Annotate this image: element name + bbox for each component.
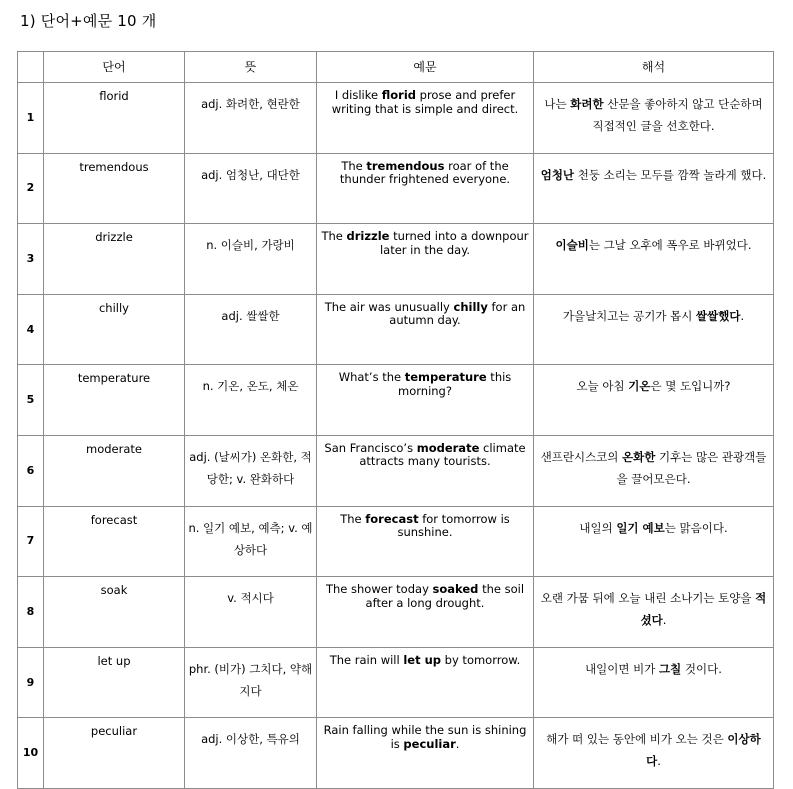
translation-keyword: 적셨다 (640, 591, 767, 628)
translation-cell: 내일의 일기 예보는 맑음이다. (534, 506, 774, 577)
meaning-cell: n. 이슬비, 가랑비 (185, 224, 317, 295)
example-keyword: chilly (453, 299, 488, 314)
word-cell: tremendous (44, 153, 185, 224)
translation-cell: 샌프란시스코의 온화한 기후는 많은 관광객들을 끌어모은다. (534, 435, 774, 506)
translation-cell: 엄청난 천둥 소리는 모두를 깜짝 놀라게 했다. (534, 153, 774, 224)
meaning-cell: adj. 엄청난, 대단한 (185, 153, 317, 224)
meaning-cell: adj. 쌀쌀한 (185, 294, 317, 365)
translation-cell: 오늘 아침 기온은 몇 도입니까? (534, 365, 774, 436)
example-cell: What’s the temperature this morning? (317, 365, 534, 436)
table-body (18, 83, 774, 789)
row-number: 5 (18, 365, 44, 436)
header-num (18, 52, 44, 83)
translation-keyword: 쌀쌀했다 (696, 308, 741, 323)
word-cell: florid (44, 83, 185, 154)
translation-cell: 해가 떠 있는 동안에 비가 오는 것은 이상하다. (534, 718, 774, 789)
translation-cell: 내일이면 비가 그칠 것이다. (534, 647, 774, 718)
table-row (18, 718, 774, 789)
table-row (18, 647, 774, 718)
row-number: 3 (18, 224, 44, 295)
translation-cell: 나는 화려한 산문을 좋아하지 않고 단순하며 직접적인 글을 선호한다. (534, 83, 774, 154)
table-row (18, 435, 774, 506)
row-number: 6 (18, 435, 44, 506)
example-keyword: forecast (365, 511, 419, 526)
table-row (18, 83, 774, 154)
example-cell: The drizzle turned into a downpour later in the day. (317, 224, 534, 295)
page-title: 1) 단어+예문 10 개 (20, 12, 157, 30)
example-keyword: peculiar (403, 736, 456, 751)
header-meaning: 뜻 (185, 52, 317, 83)
table-row (18, 294, 774, 365)
meaning-cell: adj. 이상한, 특유의 (185, 718, 317, 789)
row-number: 4 (18, 294, 44, 365)
example-keyword: florid (381, 88, 416, 102)
header-translation: 해석 (534, 52, 774, 83)
row-number: 1 (18, 83, 44, 154)
table-row (18, 224, 774, 295)
meaning-cell: phr. (비가) 그치다, 약해지다 (185, 647, 317, 718)
example-cell: The shower today soaked the soil after a long drought. (317, 577, 534, 648)
example-cell: The forecast for tomorrow is sunshine. (317, 506, 534, 577)
word-cell: let up (44, 647, 185, 718)
example-cell: The air was unusually chilly for an autumn day. (317, 294, 534, 365)
translation-keyword: 이상하다 (646, 732, 761, 769)
translation-keyword: 이슬비 (555, 238, 589, 253)
example-keyword: let up (403, 652, 442, 667)
translation-keyword: 일기 예보 (616, 520, 665, 535)
translation-cell: 이슬비는 그날 오후에 폭우로 바뀌었다. (534, 224, 774, 295)
translation-keyword: 화려한 (570, 97, 604, 111)
table-row (18, 365, 774, 436)
meaning-cell: adj. 화려한, 현란한 (185, 83, 317, 154)
example-cell: The rain will let up by tomorrow. (317, 647, 534, 718)
example-keyword: soaked (432, 582, 479, 597)
row-number: 2 (18, 153, 44, 224)
example-keyword: tremendous (366, 158, 445, 173)
header-word: 단어 (44, 52, 185, 83)
table-row (18, 153, 774, 224)
word-cell: chilly (44, 294, 185, 365)
example-cell: Rain falling while the sun is shining is peculiar. (317, 718, 534, 789)
example-cell: I dislike florid prose and prefer writing that is simple and direct. (317, 83, 534, 154)
example-keyword: drizzle (346, 229, 390, 244)
vocabulary-table (17, 51, 774, 789)
header-example: 예문 (317, 52, 534, 83)
row-number: 9 (18, 647, 44, 718)
word-cell: temperature (44, 365, 185, 436)
meaning-cell: adj. (날씨가) 온화한, 적당한; v. 완화하다 (185, 435, 317, 506)
translation-keyword: 온화한 (622, 449, 656, 464)
translation-cell: 가을날치고는 공기가 몹시 쌀쌀했다. (534, 294, 774, 365)
example-keyword: temperature (404, 370, 487, 385)
word-cell: forecast (44, 506, 185, 577)
word-cell: drizzle (44, 224, 185, 295)
table-row (18, 577, 774, 648)
word-cell: soak (44, 577, 185, 648)
translation-keyword: 기온 (628, 379, 651, 394)
header-row (18, 52, 774, 83)
example-cell: The tremendous roar of the thunder frightened everyone. (317, 153, 534, 224)
table-row (18, 506, 774, 577)
translation-keyword: 그칠 (659, 661, 682, 676)
translation-keyword: 엄청난 (540, 167, 575, 182)
example-keyword: moderate (416, 440, 480, 455)
word-cell: peculiar (44, 718, 185, 789)
row-number: 7 (18, 506, 44, 577)
example-cell: San Francisco’s moderate climate attracts many tourists. (317, 435, 534, 506)
word-cell: moderate (44, 435, 185, 506)
translation-cell: 오랜 가뭄 뒤에 오늘 내린 소나기는 토양을 적셨다. (534, 577, 774, 648)
row-number: 10 (18, 718, 44, 789)
meaning-cell: n. 기온, 온도, 체온 (185, 365, 317, 436)
meaning-cell: v. 적시다 (185, 577, 317, 648)
row-number: 8 (18, 577, 44, 648)
meaning-cell: n. 일기 예보, 예측; v. 예상하다 (185, 506, 317, 577)
